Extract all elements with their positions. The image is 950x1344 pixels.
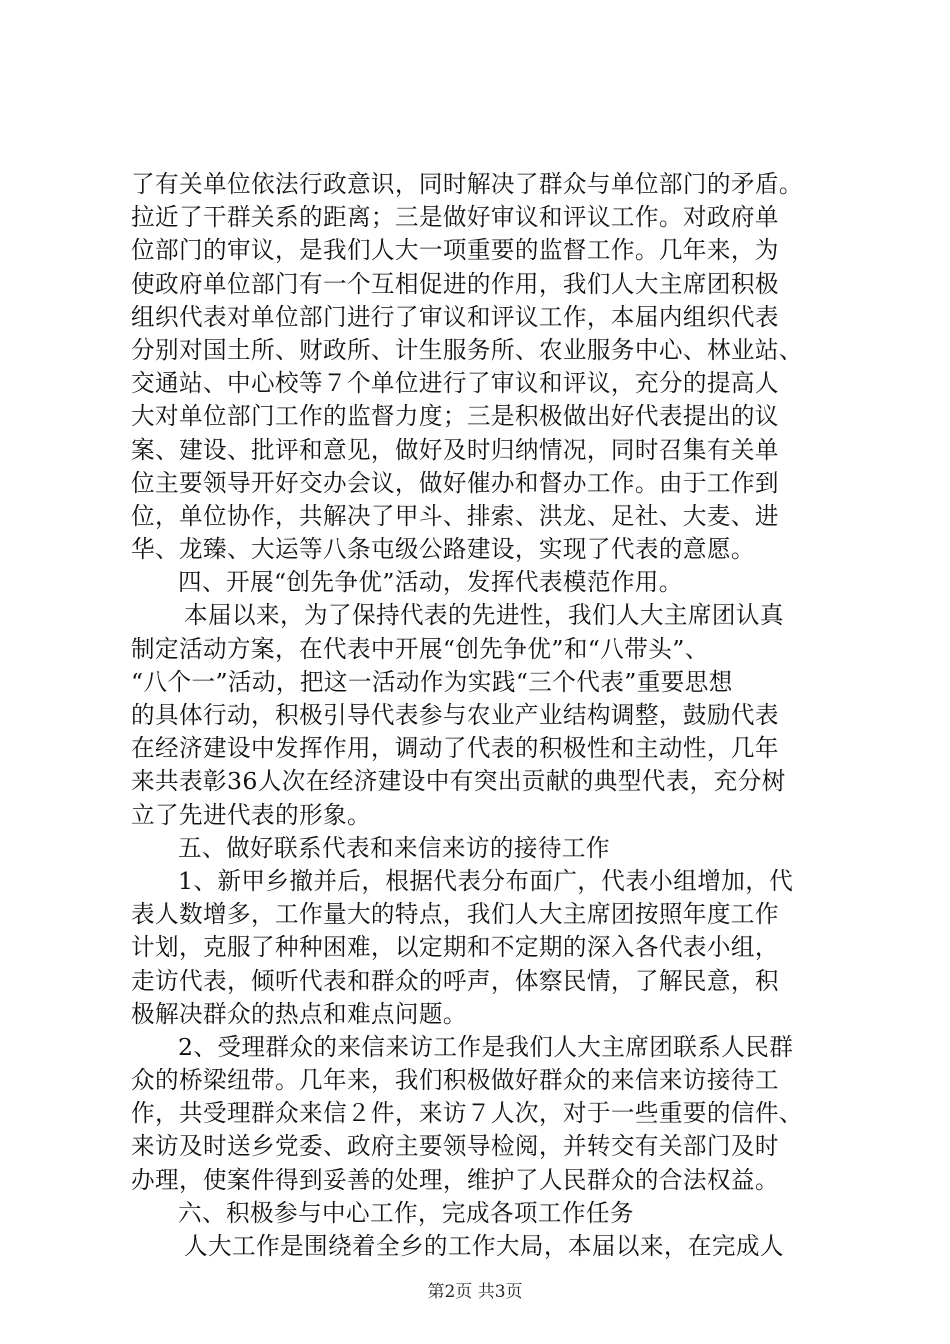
text-line: 华、龙臻、大运等八条屯级公路建设，实现了代表的意愿。 xyxy=(131,535,755,564)
text-line: 走访代表，倾听代表和群众的呼声，体察民情，了解民意，积 xyxy=(131,966,779,995)
text-line: 办理，使案件得到妥善的处理，维护了人民群众的合法权益。 xyxy=(131,1165,779,1194)
text-line: 案、建设、批评和意见，做好及时归纳情况，同时召集有关单 xyxy=(131,435,779,464)
section-heading: 六、积极参与中心工作，完成各项工作任务 xyxy=(178,1198,634,1227)
text-line: 表人数增多，工作量大的特点，我们人大主席团按照年度工作 xyxy=(131,900,779,929)
text-line: 的具体行动，积极引导代表参与农业产业结构调整，鼓励代表 xyxy=(131,701,779,729)
text-line: 极解决群众的热点和难点问题。 xyxy=(131,999,467,1028)
text-line: 作，共受理群众来信２件，来访７人次，对于一些重要的信件、 xyxy=(131,1099,803,1128)
text-line: 制定活动方案，在代表中开展“创先争优”和“八带头”、 xyxy=(131,634,709,663)
text-line: 计划，克服了种种困难，以定期和不定期的深入各代表小组， xyxy=(131,933,779,962)
text-line: “八个一”活动，把这一活动作为实践“三个代表”重要思想 xyxy=(131,667,733,696)
text-line: 组织代表对单位部门进行了审议和评议工作，本届内组织代表 xyxy=(131,302,779,331)
text-line: 来共表彰36人次在经济建设中有突出贡献的典型代表，充分树 xyxy=(131,767,786,796)
body-text xyxy=(131,168,851,1263)
text-line: 众的桥梁纽带。几年来，我们积极做好群众的来信来访接待工 xyxy=(131,1066,779,1095)
text-line: 立了先进代表的形象。 xyxy=(131,800,371,829)
text-line: 大对单位部门工作的监督力度；三是积极做出好代表提出的议 xyxy=(131,402,779,431)
text-line: 2、受理群众的来信来访工作是我们人大主席团联系人民群 xyxy=(178,1032,794,1061)
text-line: 在经济建设中发挥作用，调动了代表的积极性和主动性，几年 xyxy=(131,734,779,763)
text-line: 来访及时送乡党委、政府主要领导检阅，并转交有关部门及时 xyxy=(131,1132,779,1161)
page-footer: 第2页 共3页 xyxy=(427,1282,523,1302)
text-line: 了有关单位依法行政意识，同时解决了群众与单位部门的矛盾。 xyxy=(131,170,803,198)
text-line: 位部门的审议，是我们人大一项重要的监督工作。几年来，为 xyxy=(131,236,779,265)
text-line: 本届以来，为了保持代表的先进性，我们人大主席团认真 xyxy=(184,601,784,630)
section-heading: 五、做好联系代表和来信来访的接待工作 xyxy=(178,833,610,862)
text-line: 位主要领导开好交办会议，做好催办和督办工作。由于工作到 xyxy=(131,468,779,497)
text-line: 位，单位协作，共解决了甲斗、排索、洪龙、足社、大麦、进 xyxy=(131,501,779,530)
text-line: 交通站、中心校等７个单位进行了审议和评议，充分的提高人 xyxy=(131,369,779,398)
text-line: 1、新甲乡撤并后，根据代表分布面广，代表小组增加，代 xyxy=(178,866,794,895)
section-heading: 四、开展“创先争优”活动，发挥代表模范作用。 xyxy=(178,568,683,597)
text-line: 使政府单位部门有一个互相促进的作用，我们人大主席团积极 xyxy=(131,269,779,298)
text-line: 人大工作是围绕着全乡的工作大局，本届以来，在完成人 xyxy=(184,1232,784,1260)
text-line: 拉近了干群关系的距离；三是做好审议和评议工作。对政府单 xyxy=(131,203,779,232)
text-line: 分别对国土所、财政所、计生服务所、农业服务中心、林业站、 xyxy=(131,335,803,364)
